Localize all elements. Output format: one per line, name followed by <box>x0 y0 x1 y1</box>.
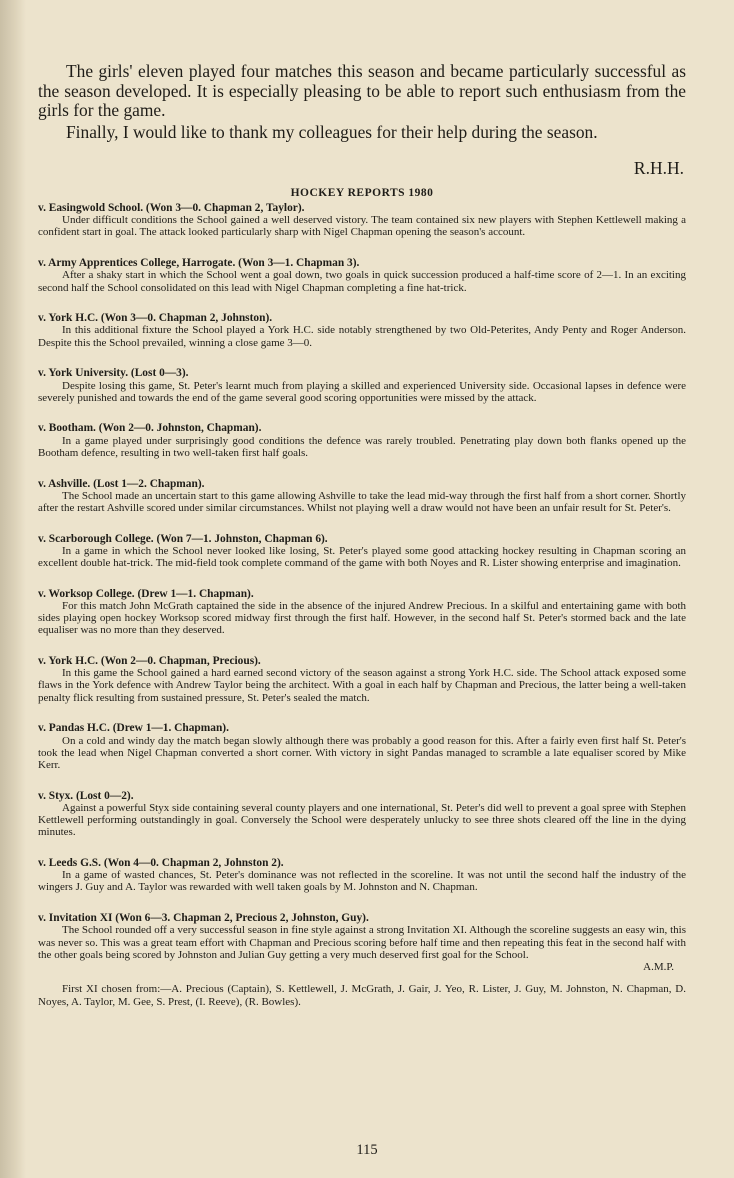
match-report-title: v. Worksop College. (Drew 1—1. Chapman). <box>38 587 254 600</box>
match-report <box>38 422 686 459</box>
section-heading: HOCKEY REPORTS 1980 <box>290 187 434 199</box>
match-report-title: v. Scarborough College. (Won 7—1. Johnston, Chapman 6). <box>38 532 328 545</box>
match-report-title: v. Army Apprentices College, Harrogate. (Won 3—1. Chapman 3). <box>38 257 360 270</box>
match-report-text: On a cold and windy day the match began slowly although there was probably a good reason for this. After a fairly even first half St. Peter's took the lead when Nigel Chapman converted a short corner. With victory in sight Pandas managed to scramble a late equaliser scored by Mike Kerr. <box>38 734 686 771</box>
match-report <box>38 478 686 515</box>
match-report-text: In a game in which the School never looked like losing, St. Peter's played some good attacking hockey resulting in Chapman scoring an excellent double hat-trick. The mid-field took complete command of the game with both Noyes and R. Lister showing enterprise and imagination. <box>38 544 686 570</box>
match-report-text: In this game the School gained a hard earned second victory of the season against a strong York H.C. side. The School attack exposed some flaws in the York defence with Andrew Taylor being the architect. With a goal in each half by Chapman and Precious, the latter being a well-taken penalty flick resulting from sustained pressure, St. Peter's sealed the match. <box>38 667 686 704</box>
match-report <box>38 367 686 404</box>
page-number: 115 <box>356 1142 378 1158</box>
match-report-text: In a game played under surprisingly good conditions the defence was rarely troubled. Penetrating play down both flanks opened up the Bootham defence, resulting in two well-taken first half goals. <box>38 434 686 459</box>
match-report <box>38 722 686 771</box>
match-report-title: v. Styx. (Lost 0—2). <box>38 789 134 802</box>
document-page <box>38 62 686 1019</box>
match-report-title: v. Easingwold School. (Won 3—0. Chapman 2, Taylor). <box>38 202 305 214</box>
match-report-text: For this match John McGrath captained the side in the absence of the injured Andrew Precious. In a skilful and entertaining game with both sides playing open hockey Worksop scored midway first through the first half. However, in the second half St. Peter's stormed back and the late equaliser was no more than they deserved. <box>38 599 686 637</box>
page-spine-shadow <box>0 0 26 1178</box>
match-report-title: v. Invitation XI (Won 6—3. Chapman 2, Precious 2, Johnston, Guy). <box>38 912 369 925</box>
match-report-title: v. York H.C. (Won 3—0. Chapman 2, Johnston). <box>38 312 273 325</box>
match-report <box>38 588 686 637</box>
match-report-text: The School made an uncertain start to this game allowing Ashville to take the lead mid-way through the first half from a short corner. Shortly after the restart Ashville scored under similar circumstances. Whilst not playing well a draw would not have been an unfair result for St. Peter's. <box>38 489 686 514</box>
match-report-title: v. Ashville. (Lost 1—2. Chapman). <box>38 477 205 490</box>
reports-signature: A.M.P. <box>643 961 674 974</box>
match-report-title: v. Pandas H.C. (Drew 1—1. Chapman). <box>38 722 229 735</box>
match-report-text: Against a powerful Styx side containing several county players and one international, St. Peter's did well to prevent a goal spree with Stephen Kettlewell performing outstandingly in goal. Conversely the School were desperately unlucky to see three shots cleared off the line in the dying minutes. <box>38 801 686 839</box>
match-report <box>38 790 686 839</box>
match-report <box>38 533 686 570</box>
match-report <box>38 857 686 894</box>
match-report <box>38 202 686 239</box>
match-report <box>38 257 686 294</box>
intro-paragraph: The girls' eleven played four matches this season and became particularly successful as the season developed. It is especially pleasing to be able to report such enthusiasm from the girls for the game. <box>38 61 686 120</box>
match-report-text: Under difficult conditions the School gained a well deserved vistory. The team contained six new players with Stephen Kettlewell making a confident start in goal. The attack looked particularly sharp with Nigel Chapman opening the season's account. <box>38 214 686 239</box>
match-report-text: In a game of wasted chances, St. Peter's dominance was not reflected in the scoreline. It was not until the second half the industry of the wingers J. Guy and A. Taylor was rewarded with well taken goals by M. Johnston and N. Chapman. <box>38 869 686 894</box>
first-xi-list: First XI chosen from:—A. Precious (Captain), S. Kettlewell, J. McGrath, J. Gair, J. Yeo, R. Lister, J. Guy, M. Johnston, N. Chapman, D. Noyes, A. Taylor, M. Gee, S. Prest, (I. Reeve), (R. Bowles). <box>38 983 686 1008</box>
match-report-title: v. Bootham. (Won 2—0. Johnston, Chapman). <box>38 422 262 435</box>
match-report <box>38 312 686 349</box>
match-report <box>38 655 686 704</box>
intro-signature: R.H.H. <box>633 158 684 178</box>
match-report-title: v. York H.C. (Won 2—0. Chapman, Precious). <box>38 655 261 668</box>
match-report-text: After a shaky start in which the School went a goal down, two goals in quick succession produced a half-time score of 2—1. In an exciting second half the School consolidated on this lead with Nigel Chapman completing a fine hat-trick. <box>38 269 686 294</box>
match-report-text: In this additional fixture the School played a York H.C. side notably strengthened by two Old-Peterites, Andy Penty and Roger Anderson. Despite this the School prevailed, winning a close game 3—0. <box>38 324 686 349</box>
match-report-text: The School rounded off a very successful season in fine style against a strong Invitation XI. Although the scoreline suggests an easy win, this was never so. This was a great team effort with Chapman and Precious scoring before half time and then repeating this feat in the second half with the other goals being scored by Johnston and Julian Guy getting a very much deserved first goal for the School. <box>38 924 686 961</box>
match-report-title: v. Leeds G.S. (Won 4—0. Chapman 2, Johnston 2). <box>38 857 284 870</box>
match-report <box>38 912 686 961</box>
match-report-text: Despite losing this game, St. Peter's learnt much from playing a skilled and experienced University side. Occasional lapses in defence were severely punished and towards the end of the game several good scoring opportunities were missed by the attack. <box>38 379 686 404</box>
intro-paragraph: Finally, I would like to thank my colleagues for their help during the season. <box>66 121 598 142</box>
match-report-title: v. York University. (Lost 0—3). <box>38 367 189 380</box>
